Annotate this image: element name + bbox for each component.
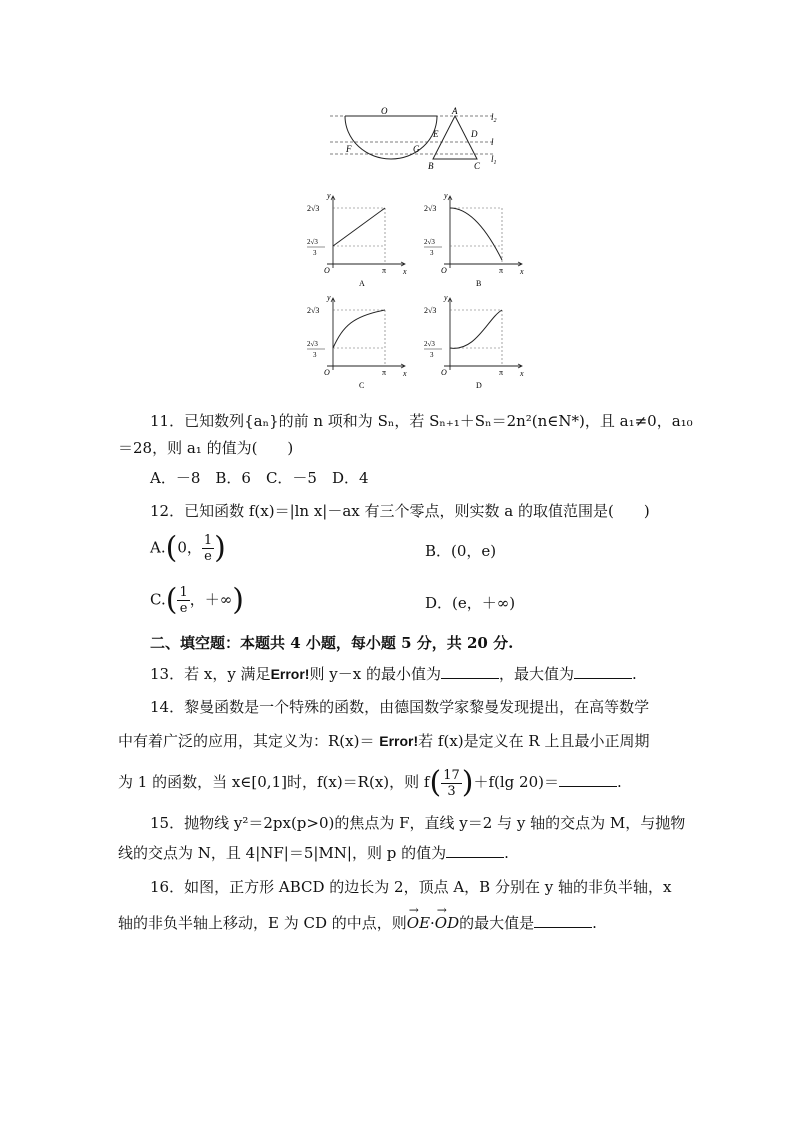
- q14-line2: 中有着广泛的应用，其定义为：R(x)＝ Error!若 f(x)是定义在 R 上且最小正周期: [118, 732, 650, 750]
- pi-label: π: [382, 368, 387, 377]
- geometry-figure: [325, 104, 505, 174]
- graph-option-A: [305, 188, 415, 288]
- q12-option-C: C.( $\frac{1}{e}$ ，＋∞): [150, 582, 244, 618]
- label-l: l: [491, 137, 494, 147]
- y-label: y: [444, 293, 448, 302]
- graph-B-axes: [424, 191, 524, 288]
- y-label: y: [327, 293, 331, 302]
- label-A: A: [452, 106, 458, 116]
- low-value-den-label: 3: [430, 351, 434, 359]
- pi-label: π: [499, 266, 504, 275]
- graph-D-axes: [424, 293, 524, 390]
- q11-options: A．－8 B．6 C．－5 D．4: [150, 469, 369, 487]
- q16-line1: 16．如图，正方形 ABCD 的边长为 2，顶点 A，B 分别在 y 轴的非负半轴，x: [150, 878, 672, 896]
- graph-C-axes: [307, 293, 407, 390]
- q16-blank[interactable]: [534, 913, 592, 928]
- vector-OD: → OD: [435, 912, 459, 934]
- graph-A-axes: [307, 191, 407, 288]
- graph-caption-C: C: [359, 381, 365, 390]
- section-2-header: 二、填空题：本题共 4 小题，每小题 5 分，共 20 分.: [150, 634, 514, 652]
- top-value-label: 2√3: [307, 306, 320, 315]
- low-value-num-label: 2√3: [424, 238, 435, 246]
- y-label: y: [327, 191, 331, 200]
- q15-blank[interactable]: [446, 843, 504, 858]
- q13-blank-min[interactable]: [441, 664, 499, 679]
- q12-option-B: B．(0，e): [425, 542, 497, 560]
- graph-option-D: [422, 290, 532, 390]
- label-F: F: [346, 144, 352, 154]
- q11-line1: 11．已知数列{aₙ}的前 n 项和为 Sₙ，若 Sₙ₊₁＋Sₙ＝2n²(n∈N*)，且 a₁≠0，a₁₀: [150, 412, 693, 430]
- graph-caption-D: D: [476, 381, 482, 390]
- x-label: x: [520, 267, 524, 276]
- low-value-num-label: 2√3: [307, 340, 318, 348]
- low-value-den-label: 3: [313, 249, 317, 257]
- low-value-num-label: 2√3: [307, 238, 318, 246]
- origin-label: O: [324, 368, 330, 377]
- graph-option-B: [422, 188, 532, 288]
- label-l2: $l_2$: [491, 112, 497, 124]
- top-value-label: 2√3: [424, 306, 437, 315]
- curve-B: [450, 208, 502, 260]
- label-B: B: [428, 161, 434, 171]
- low-value-den-label: 3: [313, 351, 317, 359]
- top-value-label: 2√3: [424, 204, 437, 213]
- label-G: G: [413, 144, 420, 154]
- label-O: O: [381, 106, 388, 116]
- q12-option-D: D．(e，＋∞): [425, 594, 516, 612]
- q11-line2: ＝28，则 a₁ 的值为( ): [118, 439, 294, 457]
- q14-line3: 为 1 的函数，当 x∈[0,1]时，f(x)＝R(x)，则 f( $\frac{17}{3}$ )＋f(lg 20)＝ .: [118, 765, 622, 800]
- low-value-num-label: 2√3: [424, 340, 435, 348]
- label-E: E: [433, 129, 439, 139]
- curve-C: [333, 310, 385, 348]
- origin-label: O: [324, 266, 330, 275]
- label-l1: $l_1$: [491, 154, 497, 166]
- x-label: x: [520, 369, 524, 378]
- x-label: x: [403, 267, 407, 276]
- q16-line2: 轴的非负半轴上移动，E 为 CD 的中点，则→ OE·→ OD的最大值是 .: [118, 912, 597, 934]
- label-D: D: [471, 129, 478, 139]
- curve-A: [333, 208, 385, 246]
- vector-OE: → OE: [407, 912, 430, 934]
- origin-label: O: [441, 266, 447, 275]
- q13-blank-max[interactable]: [574, 664, 632, 679]
- y-label: y: [444, 191, 448, 200]
- graph-option-C: [305, 290, 415, 390]
- graph-caption-A: A: [359, 279, 365, 288]
- q15-line1: 15．抛物线 y²＝2px(p>0)的焦点为 F，直线 y＝2 与 y 轴的交点为 M，与抛物: [150, 814, 686, 832]
- semicircle: [345, 116, 437, 159]
- label-C: C: [474, 161, 481, 171]
- curve-D: [450, 310, 502, 348]
- q12-stem: 12．已知函数 f(x)＝|ln x|－ax 有三个零点，则实数 a 的取值范围是( ): [150, 502, 650, 520]
- low-value-den-label: 3: [430, 249, 434, 257]
- origin-label: O: [441, 368, 447, 377]
- pi-label: π: [499, 368, 504, 377]
- x-label: x: [403, 369, 407, 378]
- q14-line1: 14．黎曼函数是一个特殊的函数，由德国数学家黎曼发现提出，在高等数学: [150, 698, 650, 716]
- q15-line2: 线的交点为 N，且 4|NF|＝5|MN|，则 p 的值为 .: [118, 844, 509, 862]
- top-value-label: 2√3: [307, 204, 320, 213]
- graph-caption-B: B: [476, 279, 482, 288]
- q14-blank[interactable]: [559, 772, 617, 787]
- q13: 13．若 x，y 满足Error!则 y－x 的最小值为 ，最大值为 .: [150, 665, 637, 683]
- pi-label: π: [382, 266, 387, 275]
- q12-option-A: A.(0， $\frac{1}{e}$ ): [150, 530, 226, 566]
